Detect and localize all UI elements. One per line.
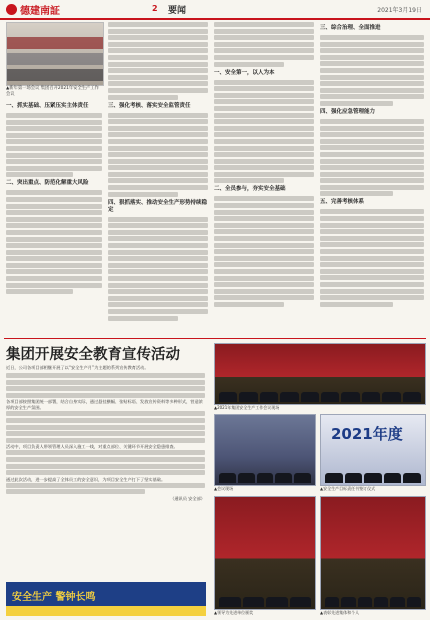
photo-award: [214, 496, 316, 610]
page-number: 2: [152, 4, 158, 13]
article-column-1: [6, 100, 102, 296]
column-heading: 四、强化应急管理能力: [320, 108, 376, 115]
logo-icon: [6, 4, 17, 15]
feature-paragraph: 近日，公司各项目部相继开展了以“安全生产月”为主题的系列宣传教育活动。: [6, 365, 149, 370]
section-title: 要闻: [168, 6, 187, 16]
photo-caption: ▲2021年集团安全生产工作会议现场: [214, 405, 280, 410]
feature-paragraph: 各项目部按照集团统一部署，结合自身实际，通过悬挂横幅、张贴标语、发放宣传资料等多种形式，营造浓厚的安全生产氛围。: [6, 399, 203, 411]
photo-conference: [214, 343, 426, 405]
column-heading: 一、安全第一，以人为本: [214, 69, 275, 76]
feature-article: [6, 365, 205, 502]
photo-caption: ▲安全生产目标责任书签订仪式: [320, 486, 376, 491]
top-photo-caption: ▲新年第一场会议 集团召开2021年安全生产工作会议: [6, 86, 99, 97]
banner-year: 2021年度: [331, 425, 403, 443]
column-heading: 三、综合治理、全面推进: [320, 25, 381, 31]
column-heading: 一、抓实基础、压紧压实主体责任: [6, 103, 89, 109]
feature-paragraph: 活动中，项目负责人带领管理人员深入施工一线，对重点部位、关键环节开展安全隐患排查。: [6, 444, 178, 450]
article-column-3: [214, 22, 314, 309]
feature-byline: （通讯员 安全部）: [170, 495, 205, 501]
feature-headline: 集团开展安全教育宣传活动: [6, 347, 180, 363]
section-divider: [4, 338, 426, 339]
advert-slogan: 安全生产 警钟长鸣: [12, 592, 96, 603]
column-heading: 二、全员参与，夯实安全基础: [214, 186, 286, 193]
photo-meeting: [214, 414, 316, 486]
top-photo: [6, 22, 104, 86]
logo-text: 德建南証: [20, 6, 60, 17]
safety-advert: [6, 582, 206, 616]
column-heading: 五、完善考核体系: [320, 199, 365, 206]
column-heading: 二、突出重点、防范化解重大风险: [6, 180, 89, 187]
photo-signing: [320, 414, 426, 486]
feature-paragraph: 通过此次活动，进一步提高了全体员工的安全意识，为项目安全生产打下了坚实基础。: [6, 476, 166, 482]
column-heading: 四、狠抓落实、推动安全生产形势持续稳定: [108, 199, 208, 213]
column-heading: 三、强化考核、落实安全监管责任: [108, 102, 191, 109]
photo-caption: ▲会议现场: [214, 486, 234, 491]
masthead: [0, 0, 430, 20]
logo: [6, 2, 60, 17]
issue-date: 2021年3月19日: [377, 7, 422, 14]
advert-band: [6, 606, 206, 616]
photo-caption: ▲领导为先进单位颁奖: [214, 610, 254, 615]
photo-commendation: [320, 496, 426, 610]
article-column-2: [108, 22, 208, 322]
photo-caption: ▲表彰先进集体和个人: [320, 610, 360, 615]
article-column-4: [320, 22, 424, 308]
